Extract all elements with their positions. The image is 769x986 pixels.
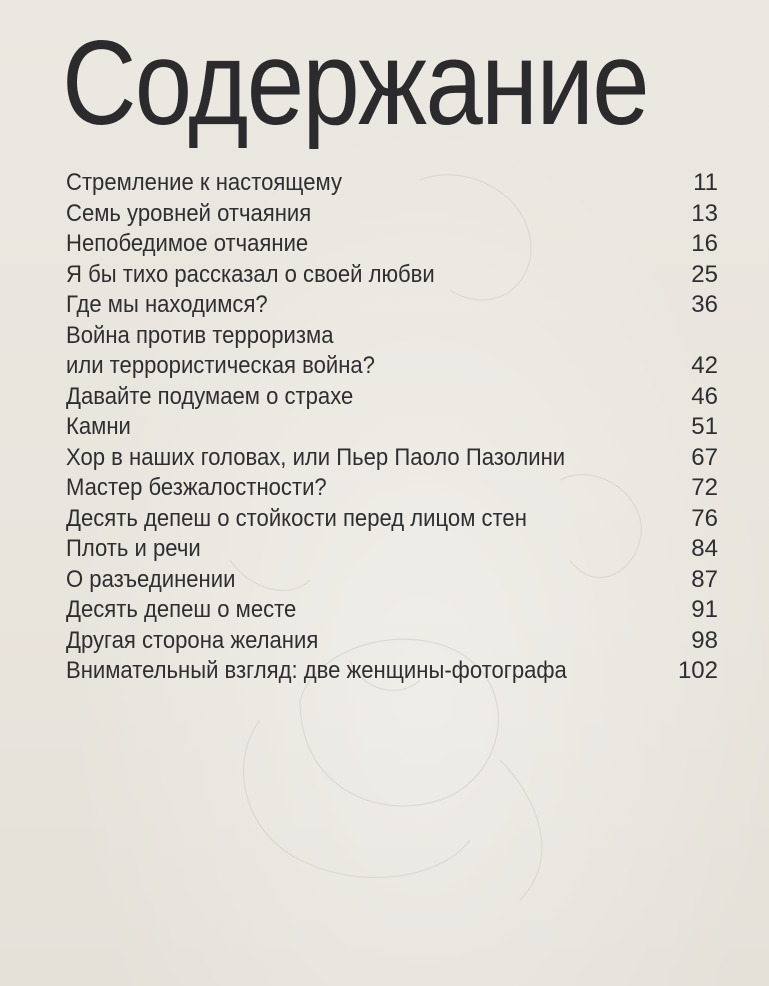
toc-entry: [66, 565, 718, 596]
toc-entry-page: 67: [691, 443, 718, 471]
toc-entry: [66, 595, 718, 626]
toc-entry-title-line: или террористическая война?: [66, 352, 375, 379]
toc-entry-title: Другая сторона желания: [66, 626, 319, 654]
toc-entry: [66, 473, 718, 504]
toc-entry-title: Семь уровней отчаяния: [66, 199, 312, 227]
toc-entry: [66, 229, 718, 260]
toc-entry-title: Плоть и речи: [66, 535, 201, 562]
toc-entry-title: Где мы находимся?: [66, 291, 268, 318]
toc-entry: [66, 443, 718, 474]
toc-entry: [66, 290, 718, 321]
toc-entry-page: 16: [691, 230, 718, 257]
toc-entry: [66, 504, 718, 535]
toc-entry-title: Давайте подумаем о страхе: [66, 382, 354, 410]
toc-entry-title: Мастер безжалостности?: [66, 474, 327, 501]
table-of-contents: [66, 168, 718, 687]
toc-entry-title: Непобедимое отчаяние: [66, 230, 309, 257]
page-title: Содержание: [62, 16, 648, 150]
toc-entry: [66, 260, 718, 291]
toc-entry-page: 76: [691, 504, 718, 532]
toc-entry: [66, 626, 718, 657]
toc-entry-page: 42: [691, 352, 718, 379]
toc-entry-title-line: Война против терроризма: [66, 321, 334, 349]
toc-entry-title: Внимательный взгляд: две женщины-фотографа: [66, 657, 567, 684]
toc-entry-page: 36: [691, 291, 718, 318]
toc-entry-page: 91: [691, 596, 718, 623]
toc-entry-title: Десять депеш о месте: [66, 596, 297, 623]
toc-entry-title: Я бы тихо рассказал о своей любви: [66, 260, 435, 288]
toc-entry: [66, 321, 718, 382]
toc-entry-page: 87: [691, 565, 718, 593]
toc-entry: [66, 656, 718, 687]
toc-entry-page: 84: [691, 535, 718, 562]
toc-entry-page: 11: [693, 169, 718, 196]
toc-entry: [66, 199, 718, 230]
toc-entry-page: 13: [691, 199, 718, 227]
toc-entry: [66, 168, 718, 199]
toc-entry: [66, 382, 718, 413]
toc-entry-page: 98: [691, 626, 718, 654]
toc-entry-page: 102: [677, 657, 718, 684]
toc-entry-page: 46: [691, 382, 718, 410]
toc-entry-page: 51: [691, 413, 718, 440]
toc-entry: [66, 412, 718, 443]
toc-entry-page: 25: [691, 260, 718, 288]
toc-entry-title: [66, 321, 375, 382]
toc-entry-title: Стремление к настоящему: [66, 169, 342, 196]
toc-entry-title: Камни: [66, 413, 131, 440]
toc-entry: [66, 534, 718, 565]
toc-entry-title: Десять депеш о стойкости перед лицом стен: [66, 504, 527, 532]
toc-entry-page: 72: [691, 474, 718, 501]
toc-entry-title: О разъединении: [66, 565, 236, 593]
toc-entry-title: Хор в наших головах, или Пьер Паоло Пазолини: [66, 443, 566, 471]
